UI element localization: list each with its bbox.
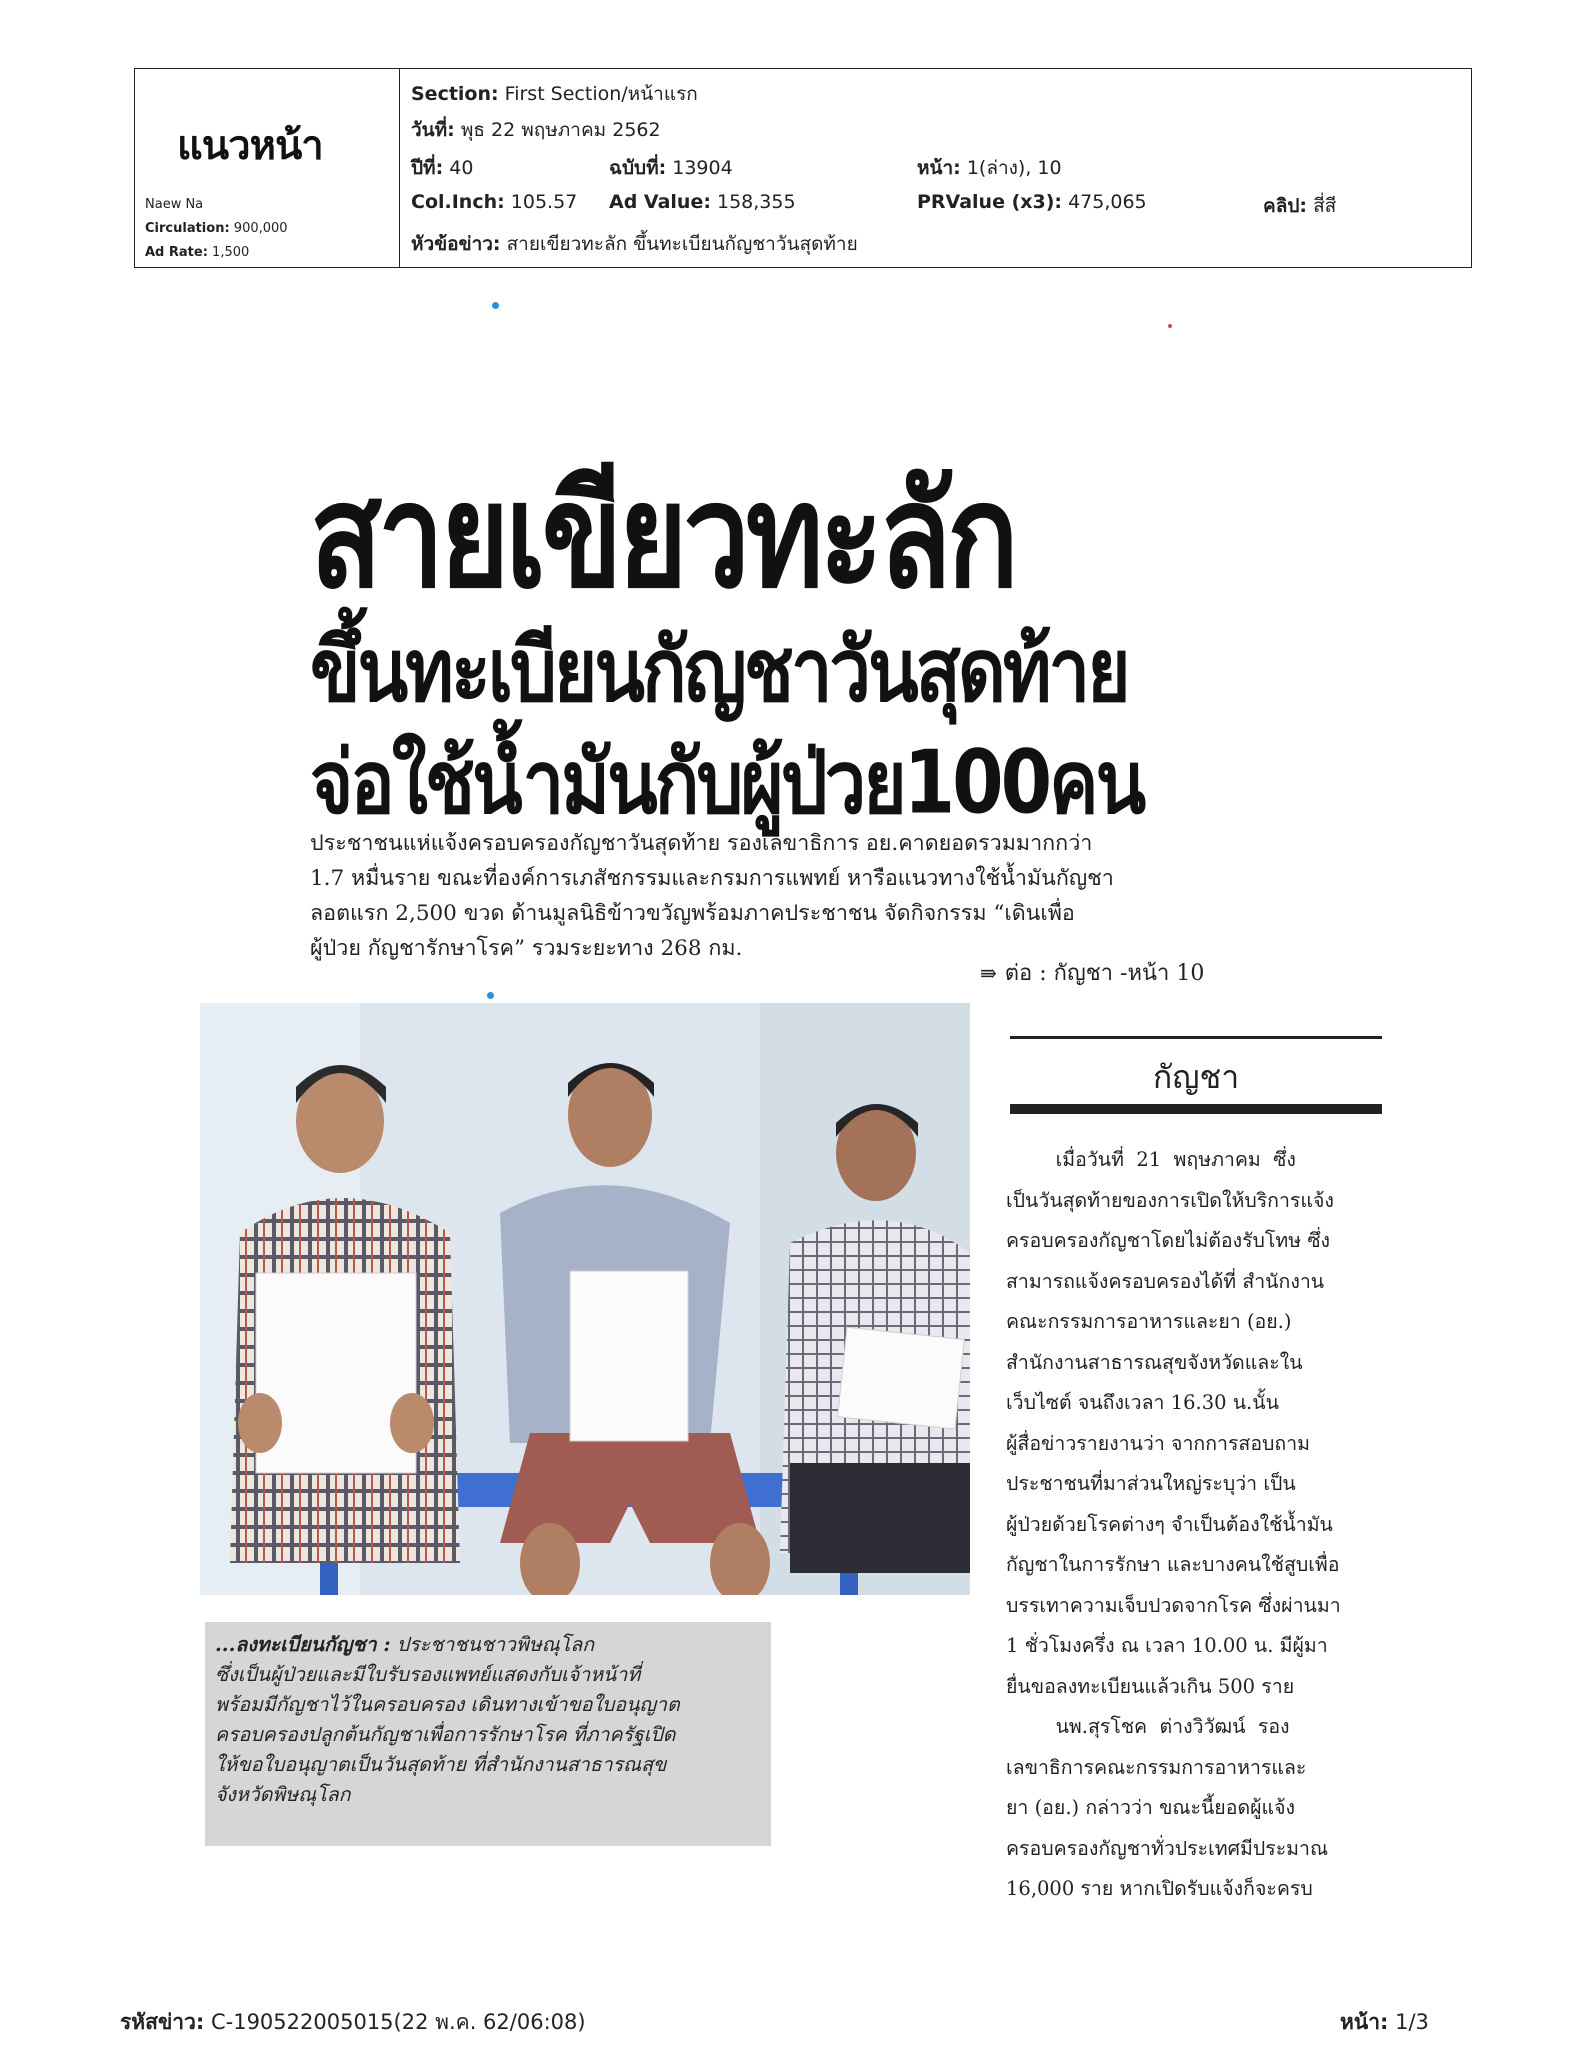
caption-line: ครอบครองปลูกต้นกัญชาเพื่อการรักษาโรค ที่ภาครัฐเปิด [215,1723,676,1746]
news-photo [200,1003,970,1595]
caption-line: ให้ขอใบอนุญาตเป็นวันสุดท้าย ที่สำนักงานสาธารณสุข [215,1753,667,1776]
publication-panel [135,69,400,267]
sidebar-line: 16,000 ราย หากเปิดรับแจ้งก็จะครบ [1006,1877,1313,1900]
headline-line-3: จ่อใช้น้ำมันกับผู้ป่วย100คน [310,732,1144,834]
sidebar-line: สามารถแจ้งครอบครองได้ที่ สำนักงาน [1006,1269,1325,1293]
sidebar-line: เป็นวันสุดท้ายของการเปิดให้บริการแจ้ง [1006,1188,1334,1212]
continue-arrow-icon: ⇛ [980,961,997,985]
sidebar-line: เว็บไซต์ จนถึงเวลา 16.30 น.นั้น [1006,1391,1279,1414]
circulation: Circulation: 900,000 [145,221,288,236]
caption-line: ...ลงทะเบียนกัญชา : ประชาชนชาวพิษณุโลก [215,1633,594,1656]
sidebar-top-rule [1010,1036,1382,1039]
sidebar-line: สำนักงานสาธารณสุขจังหวัดและใน [1006,1350,1303,1374]
scan-speck [487,992,494,999]
caption-line: ซึ่งเป็นผู้ป่วยและมีใบรับรองแพทย์แสดงกับเจ้าหน้าที่ [215,1663,641,1686]
sidebar-title: กัญชา [1152,1058,1240,1096]
news-photo-illustration [200,1003,970,1595]
sidebar-line: กัญชาในการรักษา และบางคนใช้สูบเพื่อ [1006,1553,1340,1576]
ad-value-field: Ad Value: 158,355 [609,191,796,213]
sidebar-line: ครอบครองกัญชาทั่วประเทศมีประมาณ [1006,1836,1329,1860]
sidebar-body [1006,1140,1384,1910]
year-field: ปีที่: 40 [411,157,474,179]
headline-line-1: สายเขียวทะลัก [310,451,1015,621]
sidebar-bottom-rule [1010,1104,1382,1114]
sidebar-line: ผู้ป่วยด้วยโรคต่างๆ จำเป็นต้องใช้น้ำมัน [1006,1512,1333,1536]
caption-line: พร้อมมีกัญชาไว้ในครอบครอง เดินทางเข้าขอใบอนุญาต [215,1693,680,1716]
colinch-field: Col.Inch: 105.57 [411,191,578,213]
caption-label: ...ลงทะเบียนกัญชา : [215,1633,391,1656]
sidebar-line: เลขาธิการคณะกรรมการอาหารและ [1006,1755,1307,1779]
lead-paragraph [310,826,1280,966]
sidebar-line: ผู้สื่อข่าวรายงานว่า จากการสอบถาม [1006,1431,1311,1455]
lead-line: ประชาชนแห่แจ้งครอบครองกัญชาวันสุดท้าย รองเลขาธิการ อย.คาดยอดรวมมากกว่า [310,831,1093,856]
lead-line: 1.7 หมื่นราย ขณะที่องค์การเภสัชกรรมและกรมการแพทย์ หารือแนวทางใช้น้ำมันกัญชา [310,866,1114,891]
lead-line: ลอตแรก 2,500 ขวด ด้านมูลนิธิข้าวขวัญพร้อมภาคประชาชน จัดกิจกรรม “เดินเพื่อ [310,901,1075,926]
sidebar-line: ยื่นขอลงทะเบียนแล้วเกิน 500 ราย [1006,1674,1295,1698]
sidebar-line: นพ.สุรโชค ต่างวิวัฒน์ รอง [1006,1715,1290,1738]
page-counter: หน้า: 1/3 [1340,2010,1429,2034]
clip-field: คลิป: สี่สี [1263,195,1337,217]
sidebar-line: ประชาชนที่มาส่วนใหญ่ระบุว่า เป็น [1006,1472,1296,1495]
ad-rate: Ad Rate: 1,500 [145,245,250,260]
sidebar-line: 1 ชั่วโมงครึ่ง ณ เวลา 10.00 น. มีผู้มา [1006,1634,1328,1657]
clipping-info-box [134,68,1472,268]
sidebar-line: บรรเทาความเจ็บปวดจากโรค ซึ่งผ่านมา [1006,1593,1341,1617]
headline-line-2: ขึ้นทะเบียนกัญชาวันสุดท้าย [310,620,1128,722]
caption-line: จังหวัดพิษณุโลก [215,1783,351,1806]
continued-reference: ⇛ ต่อ : กัญชา -หน้า 10 [980,961,1205,986]
scan-speck [1168,324,1172,328]
lead-line: ผู้ป่วย กัญชารักษาโรค” รวมระยะทาง 268 กม. [310,936,743,961]
news-code: รหัสข่าว: C-190522005015(22 พ.ค. 62/06:08) [120,2010,586,2034]
pr-value-field: PRValue (x3): 475,065 [917,191,1147,213]
photo-caption [205,1622,771,1846]
sidebar-line: เมื่อวันที่ 21 พฤษภาคม ซึ่ง [1006,1148,1296,1171]
scan-speck [492,302,499,309]
date-field: วันที่: พุธ 22 พฤษภาคม 2562 [411,119,661,141]
sidebar-line: คณะกรรมการอาหารและยา (อย.) [1006,1310,1292,1333]
paper-name: Naew Na [145,197,204,212]
headline-field: หัวข้อข่าว: สายเขียวทะลัก ขึ้นทะเบียนกัญชาวันสุดท้าย [411,233,858,255]
sidebar-line: ครอบครองกัญชาโดยไม่ต้องรับโทษ ซึ่ง [1006,1229,1331,1252]
section-field: Section: First Section/หน้าแรก [411,83,698,105]
page-field: หน้า: 1(ล่าง), 10 [917,157,1062,179]
issue-field: ฉบับที่: 13904 [609,157,733,179]
sidebar-line: ยา (อย.) กล่าวว่า ขณะนี้ยอดผู้แจ้ง [1006,1796,1296,1819]
newspaper-logo: แนวหน้า [177,123,323,169]
